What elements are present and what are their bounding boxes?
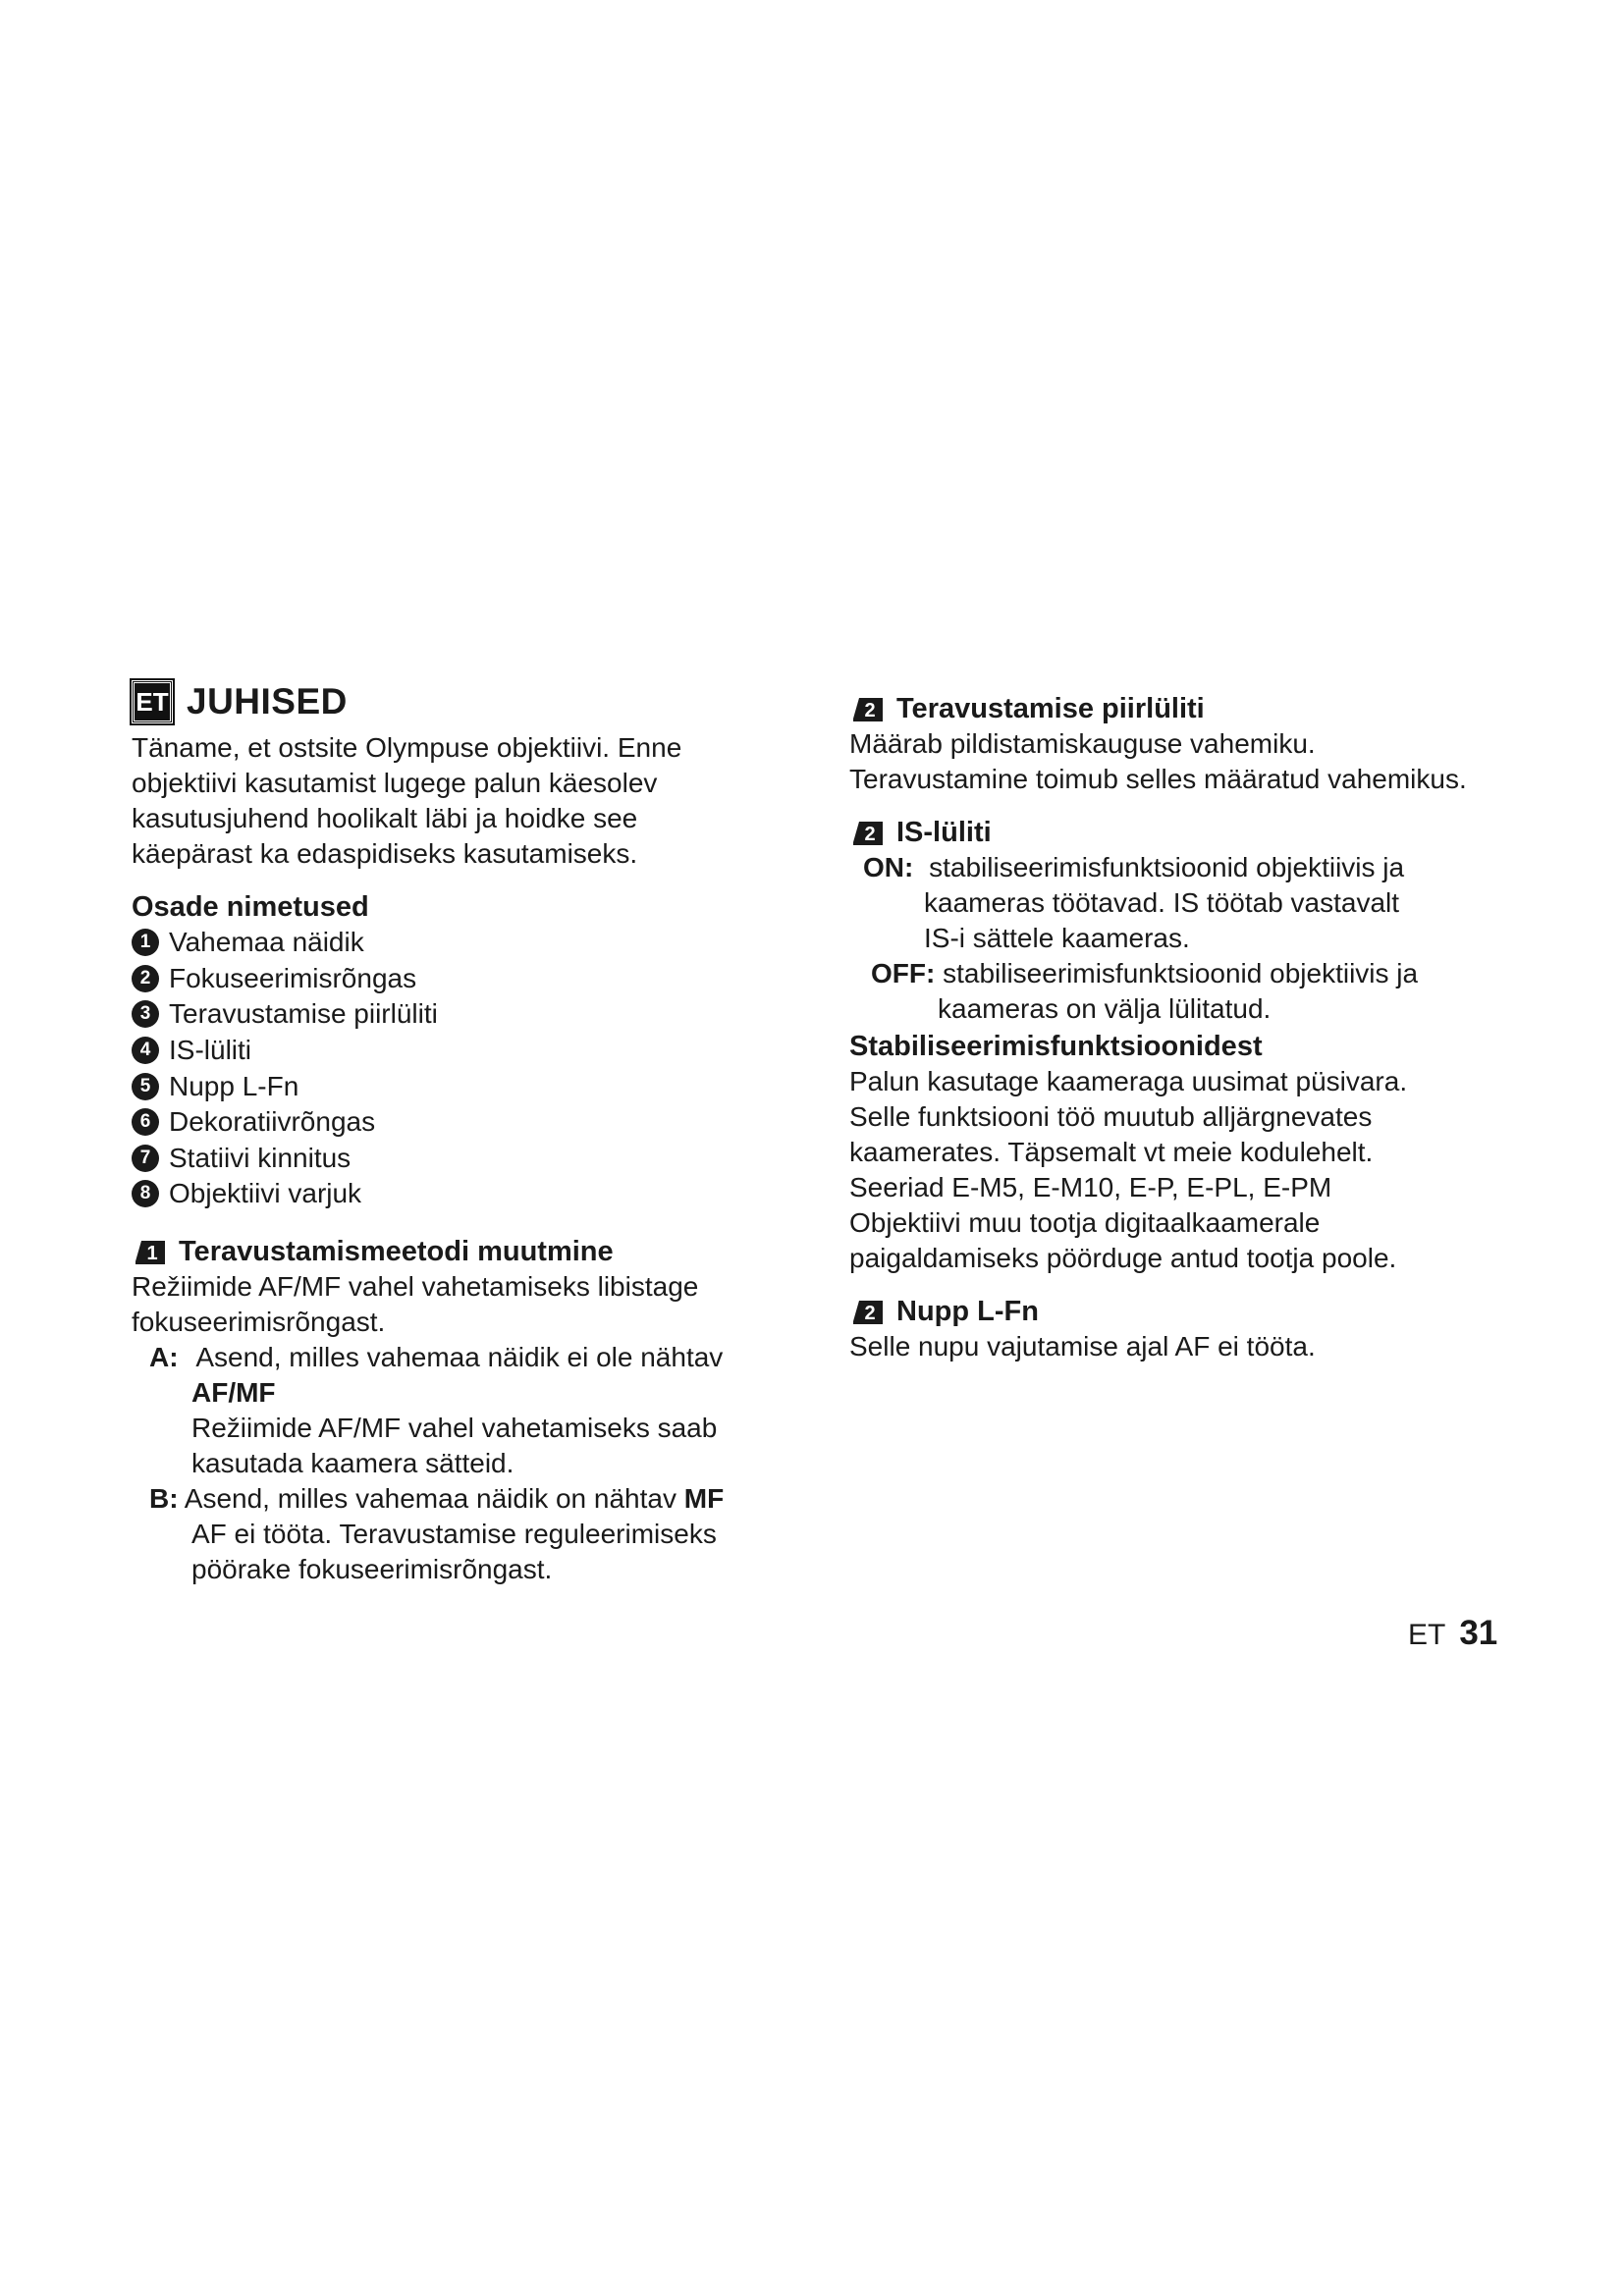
text-line: Seeriad E-M5, E-M10, E-P, E-PL, E-PM	[849, 1172, 1332, 1202]
option-b-text: Asend, milles vahemaa näidik on nähtav	[184, 1482, 677, 1514]
parts-heading: Osade nimetused	[132, 891, 369, 923]
text-line: paigaldamiseks pöörduge antud tootja poole.	[849, 1243, 1397, 1273]
list-item	[132, 1104, 819, 1141]
option-off-text: stabiliseerimisfunktsioonid objektiivis ja	[943, 958, 1419, 988]
list-item	[132, 961, 819, 997]
step-1-icon	[132, 1236, 169, 1267]
page-number	[1408, 1614, 1497, 1653]
text-line: kasutada kaamera sätteid.	[191, 1447, 514, 1478]
option-off	[849, 956, 1537, 991]
text-line: Objektiivi muu tootja digitaalkaamerale	[849, 1207, 1321, 1238]
number-3-icon: 3	[132, 1000, 159, 1028]
left-column	[132, 677, 819, 1587]
section-lfn-button-heading	[849, 1294, 1537, 1329]
step-digit: 1	[146, 1242, 158, 1264]
step-digit: 2	[864, 1303, 876, 1324]
text-line: Selle nupu vajutamise ajal AF ei tööta.	[849, 1331, 1316, 1362]
part-label: Objektiivi varjuk	[169, 1178, 362, 1209]
text-line: Režiimide AF/MF vahel vahetamiseks libistage	[132, 1270, 699, 1302]
language-badge: ET	[132, 680, 173, 723]
step-digit: 2	[864, 700, 876, 721]
number-6-icon: 6	[132, 1108, 159, 1136]
part-label: IS-lüliti	[169, 1035, 252, 1066]
part-label: Statiivi kinnitus	[169, 1142, 352, 1173]
section-focus-limit-heading	[849, 691, 1537, 726]
section-focus-method-heading	[132, 1234, 819, 1269]
text-line: AF ei tööta. Teravustamise reguleerimiseks	[191, 1518, 717, 1549]
parts-list	[132, 925, 819, 1212]
part-label: Teravustamise piirlüliti	[169, 998, 438, 1030]
section-title: Nupp L-Fn	[896, 1296, 1039, 1327]
intro-line: objektiivi kasutamist lugege palun käesolev	[132, 768, 658, 798]
text-line: kaameras töötavad. IS töötab vastavalt	[924, 887, 1400, 918]
option-on-label: ON:	[863, 852, 914, 882]
title-text: JUHISED	[187, 681, 348, 721]
text-line: fokuseerimisrõngast.	[132, 1306, 386, 1337]
intro-line: kasutusjuhend hoolikalt läbi ja hoidke see	[132, 803, 638, 833]
text-line: kaameras on välja lülitatud.	[938, 993, 1272, 1024]
step-2-icon	[849, 817, 887, 848]
text-line: kaamerates. Täpsemalt vt meie kodulehelt.	[849, 1137, 1374, 1167]
option-a-text: Asend, milles vahemaa näidik ei ole nähtav	[195, 1341, 724, 1372]
option-on-text: stabiliseerimisfunktsioonid objektiivis ja	[929, 852, 1405, 882]
part-label: Vahemaa näidik	[169, 927, 364, 958]
number-5-icon: 5	[132, 1073, 159, 1100]
section-is-switch-heading	[849, 815, 1537, 850]
list-item	[132, 925, 819, 961]
option-b-label: B:	[149, 1482, 179, 1514]
step-digit: 2	[864, 824, 876, 845]
intro-line: käepärast ka edaspidiseks kasutamiseks.	[132, 838, 638, 869]
intro-line: Täname, et ostsite Olympuse objektiivi. Enne	[132, 732, 682, 763]
right-column	[849, 691, 1537, 1364]
number-2-icon: 2	[132, 965, 159, 992]
text-line: pöörake fokuseerimisrõngast.	[191, 1553, 553, 1584]
step-2-icon	[849, 693, 887, 724]
stabilization-heading: Stabiliseerimisfunktsioonidest	[849, 1031, 1263, 1062]
option-b	[132, 1481, 819, 1517]
page-number-value: 31	[1459, 1614, 1498, 1652]
list-item	[132, 1141, 819, 1177]
option-b-mode: MF	[683, 1482, 725, 1514]
number-8-icon: 8	[132, 1180, 159, 1207]
number-4-icon: 4	[132, 1037, 159, 1064]
list-item	[132, 1176, 819, 1212]
step-2-icon	[849, 1296, 887, 1327]
option-a	[132, 1340, 819, 1375]
text-line: Määrab pildistamiskauguse vahemiku.	[849, 728, 1316, 759]
text-line: Režiimide AF/MF vahel vahetamiseks saab	[191, 1412, 718, 1443]
text-line: Selle funktsiooni töö muutub alljärgnevates	[849, 1101, 1373, 1132]
text-line: Teravustamine toimub selles määratud vahemikus.	[849, 764, 1467, 794]
page-lang: ET	[1408, 1619, 1446, 1651]
number-1-icon: 1	[132, 929, 159, 956]
list-item	[132, 996, 819, 1033]
text-line: IS-i sättele kaameras.	[924, 923, 1190, 953]
part-label: Nupp L-Fn	[169, 1070, 299, 1101]
intro-paragraph	[132, 730, 819, 872]
section-title: Teravustamismeetodi muutmine	[179, 1235, 614, 1267]
text-line: Palun kasutage kaameraga uusimat püsivara.	[849, 1066, 1408, 1096]
part-label: Dekoratiivrõngas	[169, 1106, 376, 1138]
option-off-label: OFF:	[871, 958, 936, 988]
page-title	[132, 677, 819, 726]
list-item	[132, 1033, 819, 1069]
number-7-icon: 7	[132, 1145, 159, 1172]
part-label: Fokuseerimisrõngas	[169, 962, 417, 993]
option-a-mode: AF/MF	[191, 1376, 276, 1408]
section-title: Teravustamise piirlüliti	[896, 693, 1205, 724]
option-on	[849, 850, 1537, 885]
section-title: IS-lüliti	[896, 817, 992, 848]
option-a-label: A:	[149, 1341, 179, 1372]
list-item	[132, 1068, 819, 1104]
